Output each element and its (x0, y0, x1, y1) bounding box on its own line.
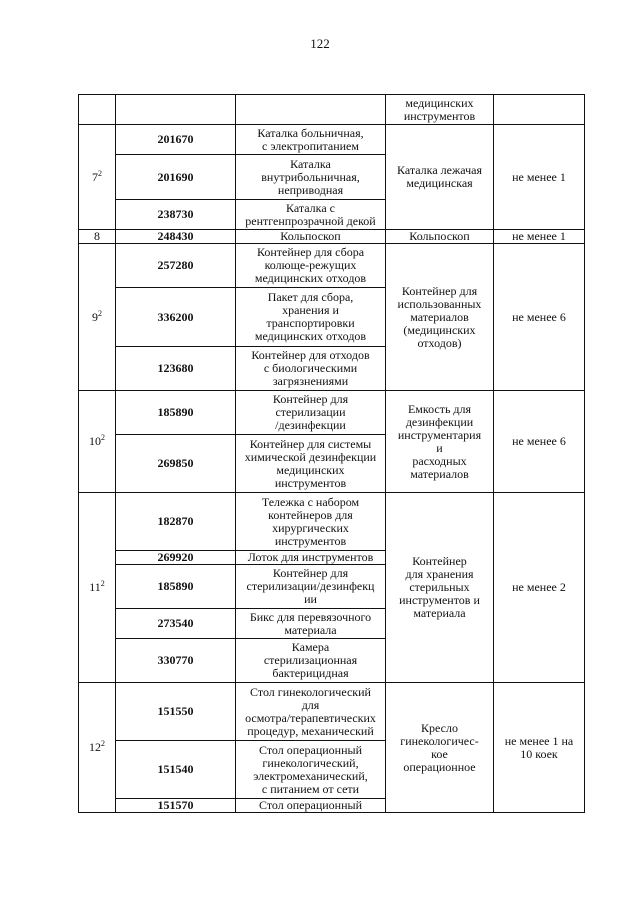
name-cell: Стол операционный гинекологический, электромеханический, с питанием от сети (236, 741, 386, 799)
row-number-cell: $9^2$ (79, 244, 116, 391)
quantity-cell: не менее 1 на 10 коек (494, 683, 585, 813)
code-cell: 257280 (116, 244, 236, 288)
standard-cell: Кресло гинекологичес- кое операционное (386, 683, 494, 813)
code-cell: 151540 (116, 741, 236, 799)
row-number-cell: $12^2$ (79, 683, 116, 813)
code-cell: 269920 (116, 551, 236, 565)
row-number-cell: $11^2$ (79, 493, 116, 683)
code-cell: 273540 (116, 609, 236, 639)
code-cell: 201690 (116, 155, 236, 200)
code-cell (116, 95, 236, 125)
row-number-cell: $7^2$ (79, 125, 116, 230)
page-number: 122 (310, 36, 330, 51)
standard-cell: Контейнер для использованных материалов (медицинских отходов) (386, 244, 494, 391)
name-cell: Контейнер для стерилизации/дезинфекц ии (236, 565, 386, 609)
code-cell: 330770 (116, 639, 236, 683)
code-cell: 185890 (116, 565, 236, 609)
code-cell: 185890 (116, 391, 236, 435)
name-cell: Стол операционный (236, 799, 386, 813)
table-row (79, 125, 585, 155)
quantity-cell: не менее 6 (494, 391, 585, 493)
code-cell: 123680 (116, 347, 236, 391)
standard-cell: Емкость для дезинфекции инструментария и расходных материалов (386, 391, 494, 493)
name-cell: Стол гинекологический для осмотра/терапевтических процедур, механический (236, 683, 386, 741)
quantity-cell: не менее 6 (494, 244, 585, 391)
standard-cell: Кольпоскоп (386, 230, 494, 244)
code-cell: 248430 (116, 230, 236, 244)
code-cell: 151570 (116, 799, 236, 813)
name-cell: Бикс для перевязочного материала (236, 609, 386, 639)
quantity-cell (494, 95, 585, 125)
code-cell: 182870 (116, 493, 236, 551)
name-cell: Пакет для сбора, хранения и транспортировки медицинских отходов (236, 288, 386, 347)
code-cell: 151550 (116, 683, 236, 741)
row-number-cell: $10^2$ (79, 391, 116, 493)
table-row (79, 683, 585, 741)
standard-cell: Каталка лежачая медицинская (386, 125, 494, 230)
name-cell: Лоток для инструментов (236, 551, 386, 565)
name-cell: Контейнер для сбора колюще-режущих медицинских отходов (236, 244, 386, 288)
table-row (79, 244, 585, 288)
name-cell: Контейнер для отходов с биологическими загрязнениями (236, 347, 386, 391)
code-cell: 201670 (116, 125, 236, 155)
quantity-cell: не менее 1 (494, 125, 585, 230)
equipment-table (78, 94, 585, 813)
name-cell (236, 95, 386, 125)
name-cell: Каталка внутрибольничная, неприводная (236, 155, 386, 200)
row-number-cell (79, 95, 116, 125)
code-cell: 269850 (116, 435, 236, 493)
code-cell: 336200 (116, 288, 236, 347)
row-number-cell: 8 (79, 230, 116, 244)
standard-cell: медицинских инструментов (386, 95, 494, 125)
name-cell: Камера стерилизационная бактерицидная (236, 639, 386, 683)
table-row (79, 493, 585, 551)
name-cell: Контейнер для системы химической дезинфекции медицинских инструментов (236, 435, 386, 493)
table-row (79, 95, 585, 125)
name-cell: Каталка с рентгенпрозрачной декой (236, 200, 386, 230)
table-row (79, 230, 585, 244)
code-cell: 238730 (116, 200, 236, 230)
name-cell: Каталка больничная, с электропитанием (236, 125, 386, 155)
name-cell: Тележка с набором контейнеров для хирургических инструментов (236, 493, 386, 551)
quantity-cell: не менее 1 (494, 230, 585, 244)
standard-cell: Контейнер для хранения стерильных инструментов и материала (386, 493, 494, 683)
name-cell: Кольпоскоп (236, 230, 386, 244)
name-cell: Контейнер для стерилизации /дезинфекции (236, 391, 386, 435)
quantity-cell: не менее 2 (494, 493, 585, 683)
table-row (79, 391, 585, 435)
